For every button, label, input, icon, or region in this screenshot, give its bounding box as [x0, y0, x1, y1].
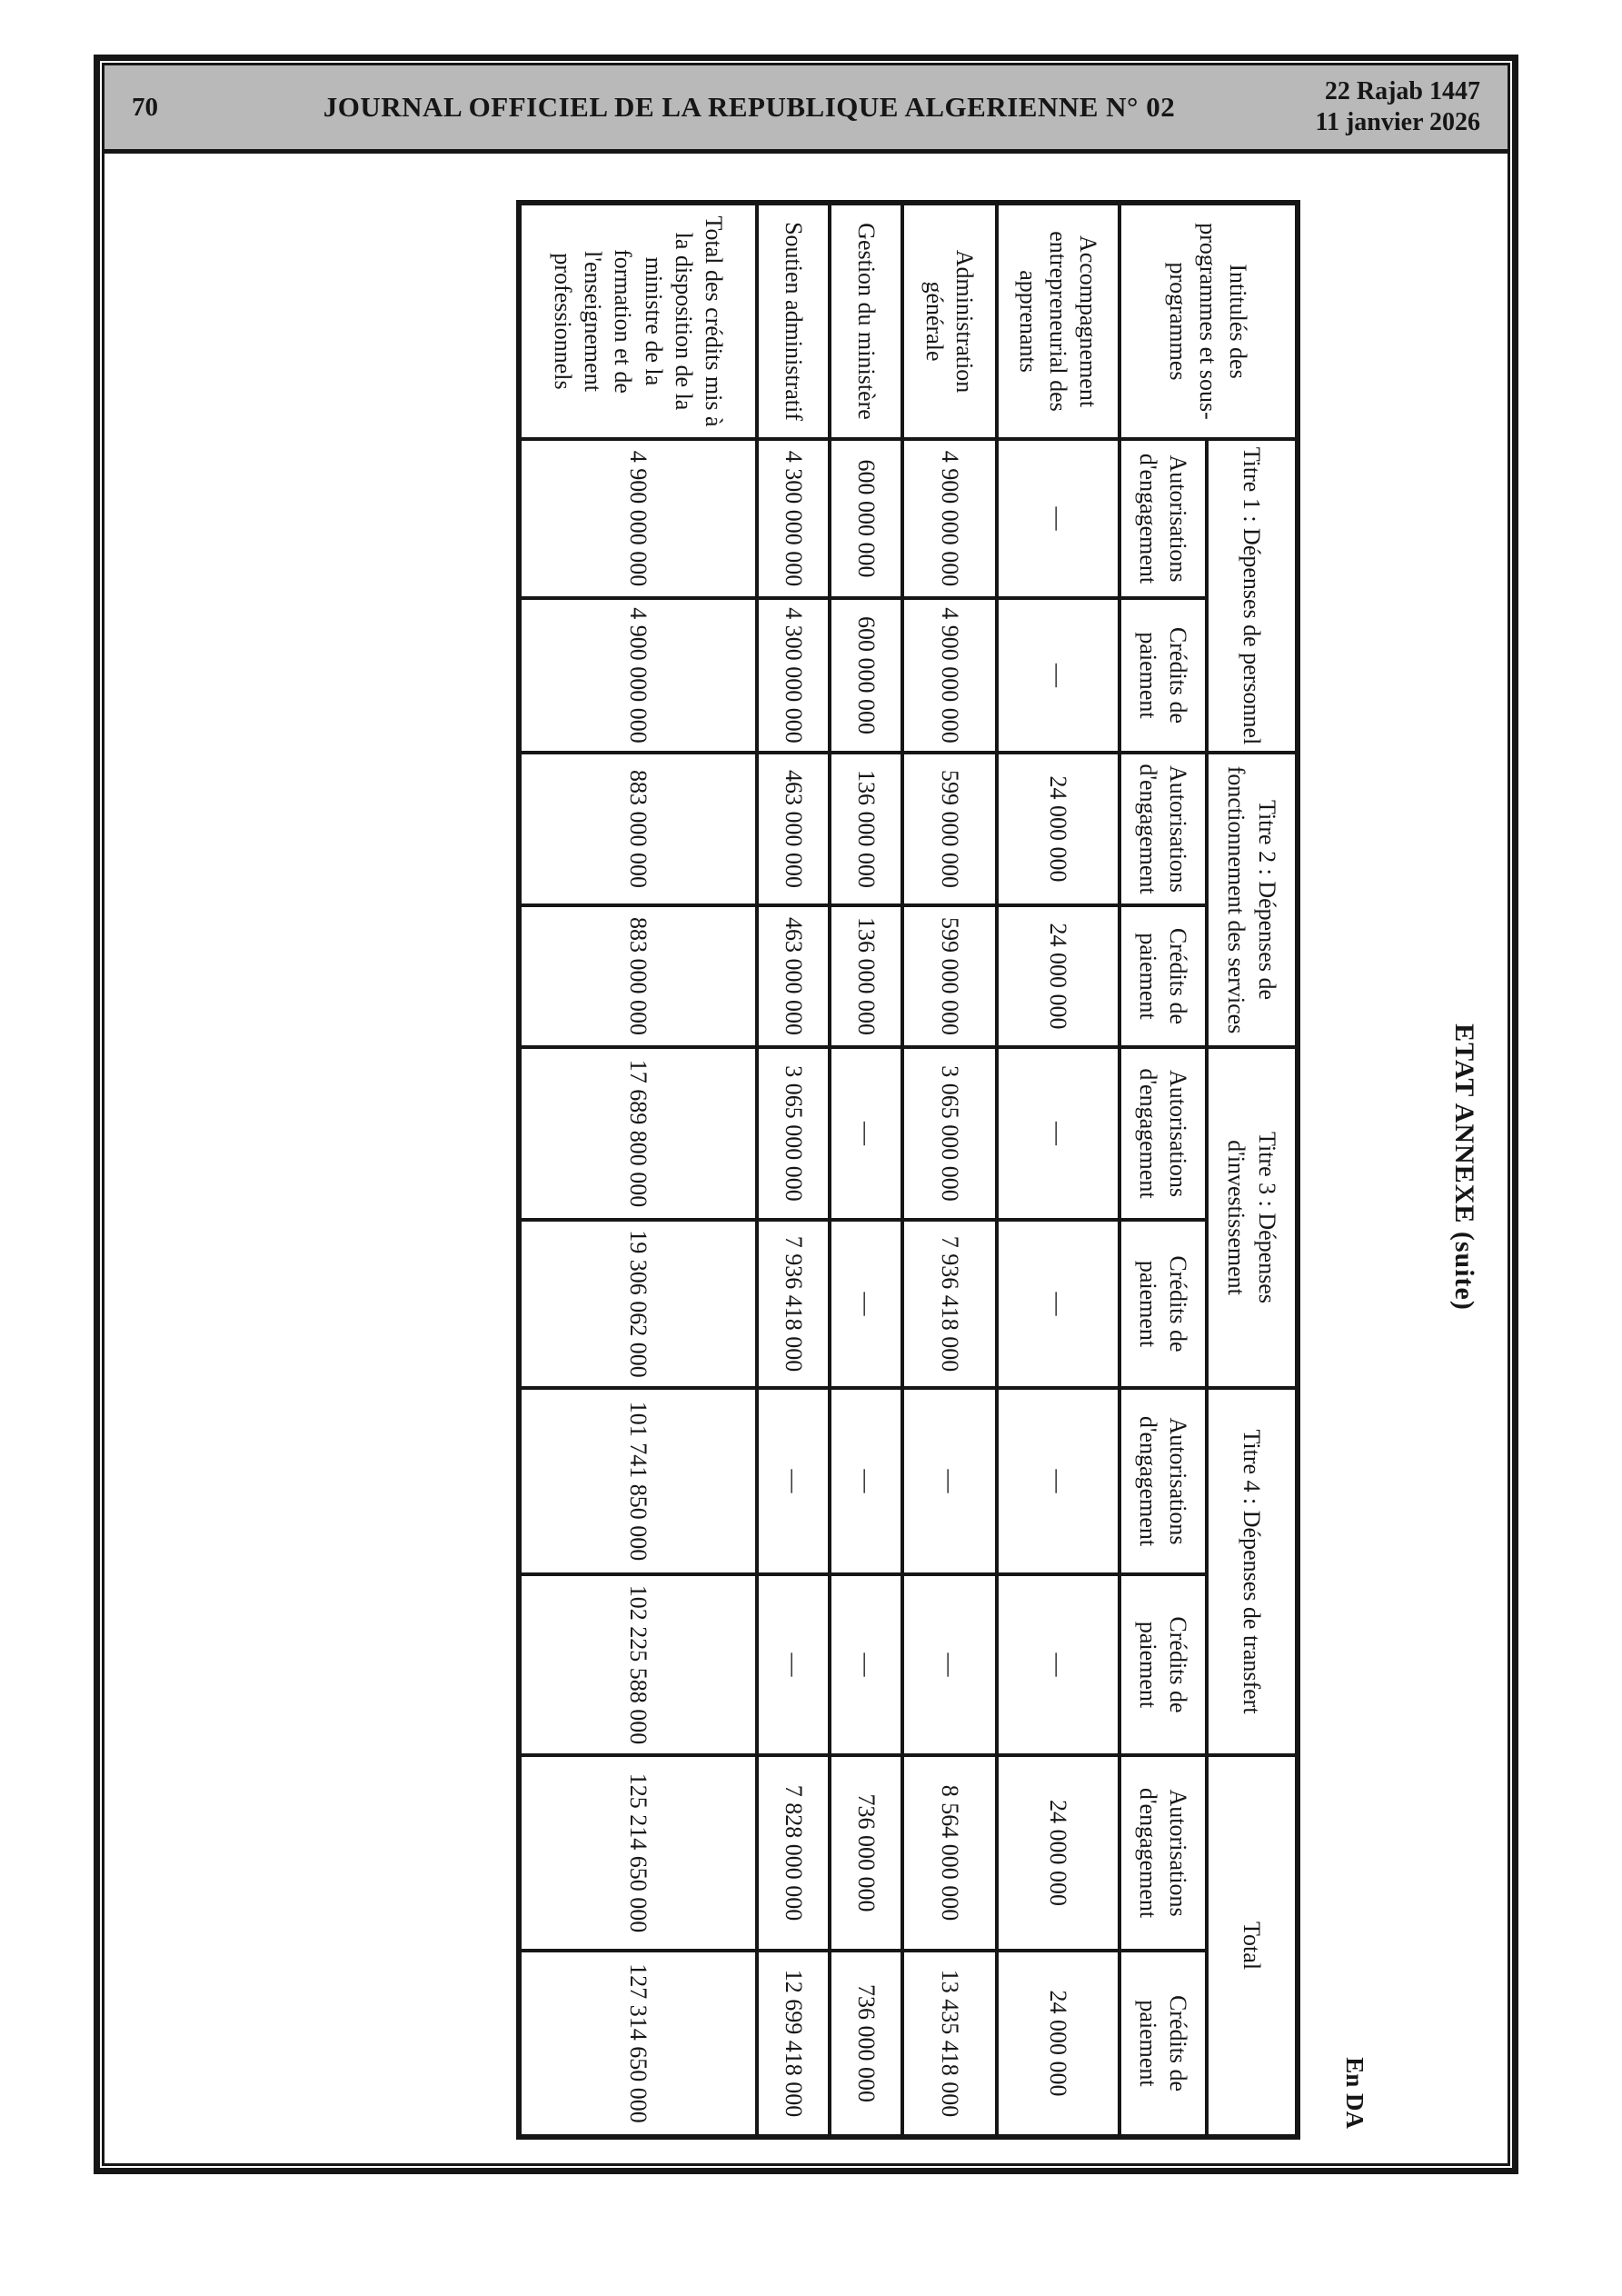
- sub-header-ae: Autorisations d'engagement: [1119, 1047, 1207, 1220]
- value-cell: 8 564 000 000: [902, 1755, 997, 1951]
- group-header-total: Total: [1207, 1755, 1298, 2137]
- value-cell: —: [830, 1220, 902, 1388]
- sub-header-cp: Crédits de paiement: [1119, 598, 1207, 753]
- row-name: Soutien administratif: [757, 203, 830, 439]
- journal-title: JOURNAL OFFICIEL DE LA REPUBLIQUE ALGERIENNE N° 02: [323, 91, 1176, 123]
- value-cell: 4 300 000 000: [757, 439, 830, 598]
- value-cell: —: [830, 1388, 902, 1574]
- value-cell: 7 936 418 000: [757, 1220, 830, 1388]
- group-header-titre3: Titre 3 : Dépenses d'investissement: [1207, 1047, 1298, 1388]
- group-header-titre4: Titre 4 : Dépenses de transfert: [1207, 1388, 1298, 1755]
- value-cell: 24 000 000: [997, 905, 1119, 1047]
- rotated-annex-block: [465, 200, 1518, 2134]
- table-header-row-groups: [1207, 203, 1298, 2137]
- value-cell: —: [902, 1574, 997, 1755]
- table-row-gestion-du-ministere: [830, 203, 902, 2137]
- value-cell: 13 435 418 000: [902, 1951, 997, 2137]
- value-cell: —: [997, 439, 1119, 598]
- row-name: Accompagnement entrepreneurial des apprenants: [997, 203, 1119, 439]
- table-row-total-credits: [519, 203, 757, 2137]
- value-cell: 24 000 000: [997, 1755, 1119, 1951]
- value-cell: 7 936 418 000: [902, 1220, 997, 1388]
- value-cell: 127 314 650 000: [519, 1951, 757, 2137]
- value-cell: 125 214 650 000: [519, 1755, 757, 1951]
- value-cell: 17 689 800 000: [519, 1047, 757, 1220]
- issue-dates: [1239, 76, 1480, 138]
- table-row-accompagnement: [997, 203, 1119, 2137]
- value-cell: —: [997, 1388, 1119, 1574]
- sub-header-cp: Crédits de paiement: [1119, 1220, 1207, 1388]
- value-cell: —: [830, 1047, 902, 1220]
- value-cell: —: [757, 1388, 830, 1574]
- value-cell: —: [997, 598, 1119, 753]
- value-cell: 24 000 000: [997, 1951, 1119, 2137]
- group-header-titre2: Titre 2 : Dépenses de fonctionnement des services: [1207, 753, 1298, 1047]
- value-cell: 4 900 000 000: [519, 439, 757, 598]
- value-cell: 883 000 000: [519, 753, 757, 905]
- sub-header-ae: Autorisations d'engagement: [1119, 1755, 1207, 1951]
- table-header-row-sub: [1119, 203, 1207, 2137]
- running-head: [104, 65, 1508, 154]
- value-cell: 3 065 000 000: [757, 1047, 830, 1220]
- value-cell: 4 900 000 000: [519, 598, 757, 753]
- row-name: Administration générale: [902, 203, 997, 439]
- value-cell: —: [997, 1220, 1119, 1388]
- value-cell: 7 828 000 000: [757, 1755, 830, 1951]
- value-cell: 4 900 000 000: [902, 439, 997, 598]
- page-number: 70: [132, 92, 158, 122]
- value-cell: 600 000 000: [830, 439, 902, 598]
- value-cell: 24 000 000: [997, 753, 1119, 905]
- value-cell: 12 699 418 000: [757, 1951, 830, 2137]
- value-cell: 463 000 000: [757, 905, 830, 1047]
- row-header-cell: Intitulés des programmes et sous-programmes: [1119, 203, 1298, 439]
- annex-title: ETAT ANNEXE (suite): [1449, 1023, 1479, 1311]
- value-cell: 136 000 000: [830, 905, 902, 1047]
- sub-header-ae: Autorisations d'engagement: [1119, 753, 1207, 905]
- budget-table: [516, 200, 1300, 2140]
- sub-header-cp: Crédits de paiement: [1119, 905, 1207, 1047]
- value-cell: —: [757, 1574, 830, 1755]
- row-name: Gestion du ministère: [830, 203, 902, 439]
- value-cell: —: [997, 1047, 1119, 1220]
- value-cell: —: [830, 1574, 902, 1755]
- date-hijri: 22 Rajab 1447: [1324, 76, 1480, 105]
- group-header-titre1: Titre 1 : Dépenses de personnel: [1207, 439, 1298, 753]
- date-gregorian: 11 janvier 2026: [1315, 108, 1480, 136]
- currency-note: En DA: [1341, 2057, 1368, 2129]
- value-cell: 600 000 000: [830, 598, 902, 753]
- sub-header-ae: Autorisations d'engagement: [1119, 1388, 1207, 1574]
- value-cell: 101 741 850 000: [519, 1388, 757, 1574]
- value-cell: 136 000 000: [830, 753, 902, 905]
- value-cell: 599 000 000: [902, 905, 997, 1047]
- value-cell: 736 000 000: [830, 1755, 902, 1951]
- sub-header-cp: Crédits de paiement: [1119, 1951, 1207, 2137]
- table-row-administration-generale: [902, 203, 997, 2137]
- value-cell: 463 000 000: [757, 753, 830, 905]
- sub-header-ae: Autorisations d'engagement: [1119, 439, 1207, 598]
- value-cell: 3 065 000 000: [902, 1047, 997, 1220]
- value-cell: 19 306 062 000: [519, 1220, 757, 1388]
- value-cell: —: [902, 1388, 997, 1574]
- value-cell: —: [997, 1574, 1119, 1755]
- value-cell: 4 300 000 000: [757, 598, 830, 753]
- value-cell: 599 000 000: [902, 753, 997, 905]
- table-row-soutien-administratif: [757, 203, 830, 2137]
- row-name: Total des crédits mis à la disposition de la ministre de la formation et de l'enseignement professionnels: [519, 203, 757, 439]
- value-cell: 4 900 000 000: [902, 598, 997, 753]
- value-cell: 883 000 000: [519, 905, 757, 1047]
- value-cell: 102 225 588 000: [519, 1574, 757, 1755]
- sub-header-cp: Crédits de paiement: [1119, 1574, 1207, 1755]
- value-cell: 736 000 000: [830, 1951, 902, 2137]
